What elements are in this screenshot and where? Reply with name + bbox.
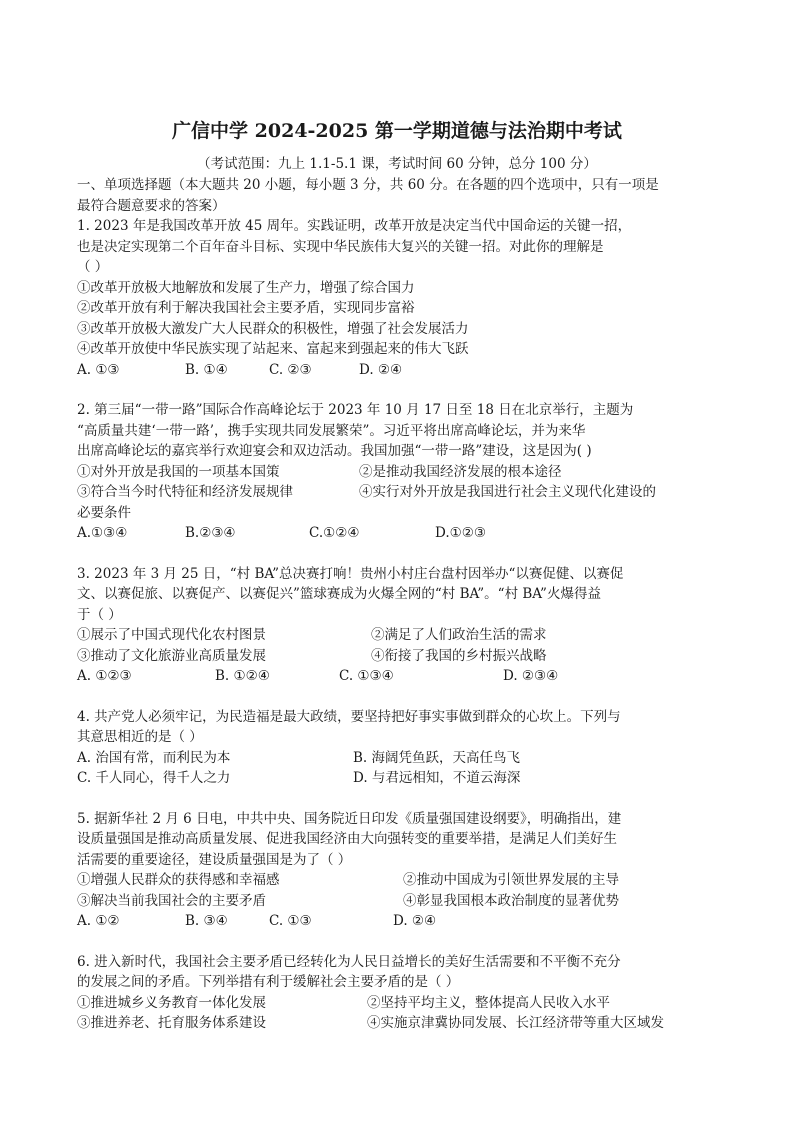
question-item-row	[77, 891, 723, 912]
option-b: B. ③④	[185, 913, 228, 929]
question-4	[77, 707, 723, 789]
question-item: ④实施京津冀协同发展、长江经济带等重大区域发	[367, 1015, 664, 1031]
question-item-row	[77, 870, 723, 891]
question-item: ④实行对外开放是我国进行社会主义现代化建设的	[359, 484, 656, 500]
answer-options	[77, 666, 723, 687]
question-stem-line: 2. 第三届“一带一路”国际合作高峰论坛于 2023 年 10 月 17 日至 18 日在北京举行，主题为	[77, 402, 634, 418]
question-stem-line: 1. 2023 年是我国改革开放 45 周年。实践证明，改革开放是决定当代中国命运的关键一招，	[77, 218, 632, 234]
question-stem-line: （ ）	[77, 259, 109, 275]
section-intro-line: 最符合题意要求的答案）	[77, 197, 226, 214]
question-item: ①对外开放是我国的一项基本国策	[77, 463, 280, 480]
question-stem-line: 文、以赛促旅、以赛促产、以赛促兴”篮球赛成为火爆全网的“村 BA”。“村 BA”火爆得益	[77, 586, 601, 602]
option-a: A.①③④	[77, 525, 128, 541]
question-item-row	[77, 482, 723, 503]
option-b: B.②③④	[185, 525, 236, 541]
question-item: ④衔接了我国的乡村振兴战略	[371, 647, 547, 664]
question-stem-line: 5. 据新华社 2 月 6 日电，中共中央、国务院近日印发《质量强国建设纲要》，明确指出，建	[77, 810, 622, 827]
exam-content	[77, 175, 723, 1034]
question-stem-line: “高质量共建‘一带一路’，携手实现共同发展繁荣”。习近平将出席高峰论坛，并为来华	[77, 422, 586, 439]
question-1	[77, 216, 723, 380]
option-d: D. ②③④	[503, 668, 559, 684]
question-stem-line: 活需要的重要途径，建设质量强国是为了（ ）	[77, 851, 352, 868]
option-c: C. ①③④	[339, 668, 394, 684]
section-intro-line: 一、单项选择题（本大题共 20 小题，每小题 3 分，共 60 分。在各题的四个选项中，只有一项是	[77, 177, 659, 193]
question-item-row	[77, 646, 723, 667]
question-item: 必要条件	[77, 504, 131, 521]
answer-options	[77, 360, 723, 381]
question-item: ③解决当前我国社会的主要矛盾	[77, 892, 266, 909]
question-item: ②是推动我国经济发展的根本途径	[359, 463, 562, 480]
question-stem-line: 4. 共产党人必须牢记，为民造福是最大政绩，要坚持把好事实事做到群众的心坎上。下列与	[77, 708, 621, 725]
option-c: C.①②④	[309, 525, 360, 541]
option-b: B. 海阔凭鱼跃，天高任鸟飞	[353, 749, 521, 766]
question-stem-line: 其意思相近的是（ ）	[77, 729, 203, 745]
option-a: A. ①②③	[77, 668, 132, 684]
section-intro	[77, 175, 723, 216]
option-a: A. 治国有常，而利民为本	[77, 749, 231, 766]
question-item: ②推动中国成为引领世界发展的主导	[403, 872, 619, 888]
option-b: B. ①②④	[215, 668, 270, 684]
question-item: ①增强人民群众的获得感和幸福感	[77, 872, 280, 888]
option-d: D.①②③	[435, 525, 486, 541]
option-c: C. ②③	[269, 361, 312, 378]
question-item: ①改革开放极大地解放和发展了生产力，增强了综合国力	[77, 279, 415, 296]
question-item-row	[77, 993, 723, 1014]
option-d: D. ②④	[359, 361, 403, 378]
question-item: ①展示了中国式现代化农村图景	[77, 627, 266, 643]
question-stem-line: 出席高峰论坛的嘉宾举行欢迎宴会和双边活动。我国加强“一带一路”建设，这是因为( )	[77, 443, 592, 459]
exam-title: 广信中学 2024-2025 第一学期道德与法治期中考试	[172, 120, 622, 142]
option-d: D. ②④	[393, 913, 437, 929]
option-a: A. ①②	[77, 913, 120, 929]
question-item-row	[77, 625, 723, 646]
question-item-row	[77, 1013, 723, 1034]
question-stem-line: 6. 进入新时代，我国社会主要矛盾已经转化为人民日益增长的美好生活需要和不平衡不充分	[77, 953, 621, 970]
question-item: ③推进养老、托育服务体系建设	[77, 1015, 266, 1031]
question-stem-line: 设质量强国是推动高质量发展、促进我国经济由大向强转变的重要举措，是满足人们美好生	[77, 831, 617, 847]
exam-subtitle: （考试范围：九上 1.1-5.1 课，考试时间 60 分钟，总分 100 分）	[197, 156, 597, 172]
question-item: ④彰显我国根本政治制度的显著优势	[403, 892, 619, 909]
question-item: ④改革开放使中华民族实现了站起来、富起来到强起来的伟大飞跃	[77, 341, 469, 357]
option-c: C. ①③	[269, 913, 312, 929]
question-item: ②坚持平均主义，整体提高人民收入水平	[367, 994, 610, 1011]
question-item: ③推动了文化旅游业高质量发展	[77, 647, 266, 664]
question-5	[77, 809, 723, 932]
answer-options-row	[77, 748, 723, 769]
question-item-row	[77, 462, 723, 483]
question-item: ③符合当今时代特征和经济发展规律	[77, 484, 293, 500]
answer-options	[77, 523, 723, 544]
question-2	[77, 400, 723, 544]
question-stem-line: 的发展之间的矛盾。下列举措有利于缓解社会主要矛盾的是（ ）	[77, 974, 460, 990]
question-6	[77, 952, 723, 1034]
question-item: ②改革开放有利于解决我国社会主要矛盾，实现同步富裕	[77, 300, 415, 316]
option-b: B. ①④	[185, 361, 228, 378]
option-c: C. 千人同心，得千人之力	[77, 770, 231, 786]
option-d: D. 与君远相知，不道云海深	[353, 770, 521, 786]
question-3	[77, 564, 723, 687]
question-stem-line: 于（ ）	[77, 606, 122, 623]
question-stem-line: 也是决定实现第二个百年奋斗目标、实现中华民族伟大复兴的关键一招。对此你的理解是	[77, 238, 604, 255]
question-stem-line: 3. 2023 年 3 月 25 日，“村 BA”总决赛打响！贵州小村庄台盘村因举办“以赛促健、以赛促	[77, 565, 624, 582]
question-item: ①推进城乡义务教育一体化发展	[77, 994, 266, 1011]
answer-options-row	[77, 768, 723, 789]
question-item: ②满足了人们政治生活的需求	[371, 627, 547, 643]
question-item: ③改革开放极大激发广大人民群众的积极性，增强了社会发展活力	[77, 320, 469, 337]
answer-options	[77, 911, 723, 932]
option-a: A. ①③	[77, 361, 120, 378]
